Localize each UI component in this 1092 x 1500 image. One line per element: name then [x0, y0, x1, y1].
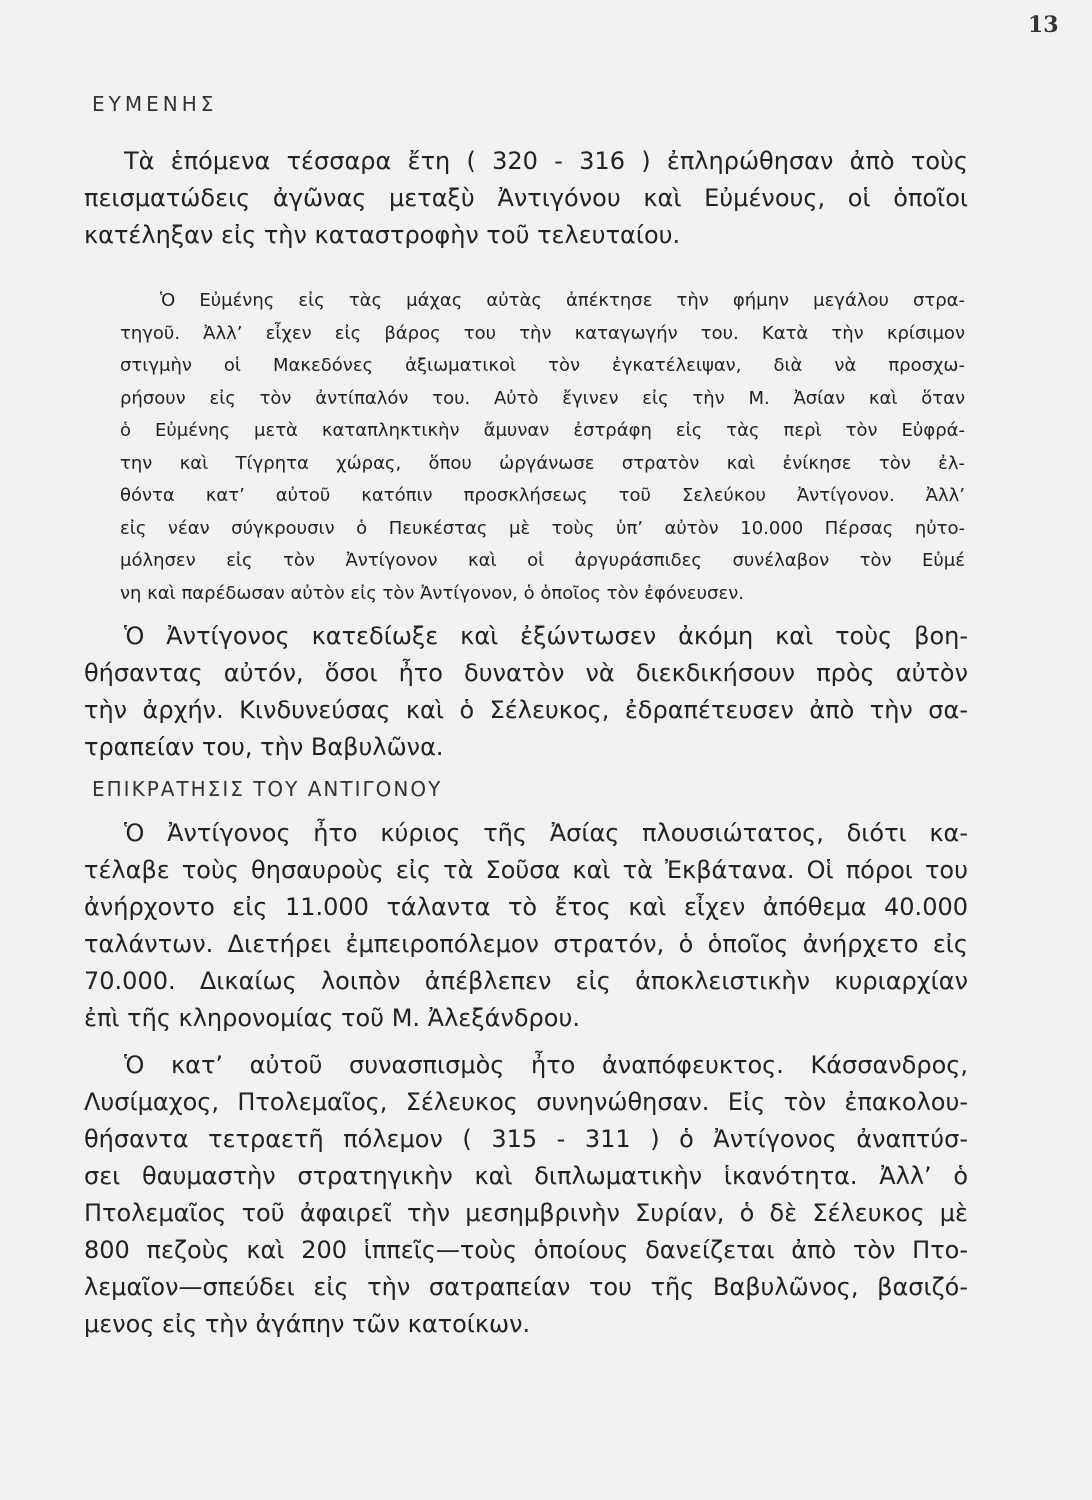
text-line: μόλησεν εἰς τὸν Ἀντίγονον καὶ οἱ ἀργυράσπιδες συνέλαβον τὸν Εὐμέ [120, 550, 965, 571]
text-line: τηγοῦ. Ἀλλ’ εἶχεν εἰς βάρος του τὴν καταγωγήν του. Κατὰ τὴν κρίσιμον [120, 322, 965, 344]
text-line: μενος εἰς τὴν ἀγάπην τῶν κατοίκων. [84, 1310, 531, 1338]
text-line: ἐπὶ τῆς κληρονομίας τοῦ Μ. Ἀλεξάνδρου. [84, 1004, 580, 1032]
text-line: τὴν ἀρχήν. Κινδυνεύσας καὶ ὁ Σέλευκος, ἐδραπέτευσεν ἀπὸ τὴν σα- [84, 696, 968, 724]
text-line: την καὶ Τίγρητα χώρας, ὅπου ὠργάνωσε στρατὸν καὶ ἐνίκησε τὸν ἐλ- [120, 452, 965, 474]
text-line: Τὰ ἑπόμενα τέσσαρα ἔτη ( 320 - 316 ) ἐπληρώθησαν ἀπὸ τοὺς [124, 147, 968, 175]
text-line: Λυσίμαχος, Πτολεμαῖος, Σέλευκος συνηνώθησαν. Εἰς τὸν ἐπακολου- [84, 1088, 968, 1116]
paragraph-2 [120, 285, 965, 610]
text-line: ἀνήρχοντο εἰς 11.000 τάλαντα τὸ ἔτος καὶ εἶχεν ἀπόθεμα 40.000 [84, 893, 968, 921]
text-line: θόντα κατ’ αὐτοῦ κατόπιν προσκλήσεως τοῦ Σελεύκου Ἀντίγονον. Ἀλλ’ [120, 485, 965, 506]
paragraph-4 [84, 815, 968, 1037]
text-line: κατέληξαν εἰς τὴν καταστροφὴν τοῦ τελευταίου. [84, 221, 681, 249]
section-heading-eumenes: ΕΥΜΕΝΗΣ [92, 92, 218, 116]
text-line: θήσαντα τετραετῆ πόλεμον ( 315 - 311 ) ὁ Ἀντίγονος ἀναπτύσ- [84, 1125, 968, 1153]
text-line: πεισματώδεις ἀγῶνας μεταξὺ Ἀντιγόνου καὶ Εὐμένους, οἱ ὁποῖοι [84, 184, 968, 212]
paragraph-3 [84, 618, 968, 766]
section-heading-antigonus: ΕΠΙΚΡΑΤΗΣΙΣ ΤΟΥ ΑΝΤΙΓΟΝΟΥ [92, 777, 443, 801]
text-line: τέλαβε τοὺς θησαυροὺς εἰς τὰ Σοῦσα καὶ τὰ Ἐκβάτανα. Οἱ πόροι του [84, 856, 968, 884]
text-line: Ὁ Ἀντίγονος κατεδίωξε καὶ ἐξώντωσεν ἀκόμη καὶ τοὺς βοη- [124, 622, 968, 650]
page-number: 13 [1028, 12, 1059, 38]
paragraph-1 [84, 143, 968, 254]
paragraph-5 [84, 1047, 968, 1343]
text-line: Ὁ Ἀντίγονος ἦτο κύριος τῆς Ἀσίας πλουσιώτατος, διότι κα- [124, 819, 968, 847]
text-line: νη καὶ παρέδωσαν αὐτὸν εἰς τὸν Ἀντίγονον, ὁ ὁποῖος τὸν ἐφόνευσεν. [120, 582, 744, 604]
text-line: ὁ Εὐμένης μετὰ καταπληκτικὴν ἄμυναν ἐστράφη εἰς τὰς περὶ τὸν Εὐφρά- [120, 420, 965, 441]
text-line: ρήσουν εἰς τὸν ἀντίπαλόν του. Αὐτὸ ἔγινεν εἰς τὴν Μ. Ἀσίαν καὶ ὅταν [120, 387, 965, 409]
text-line: 70.000. Δικαίως λοιπὸν ἀπέβλεπεν εἰς ἀποκλειστικὴν κυριαρχίαν [84, 967, 968, 995]
text-line: Ὁ Εὐμένης εἰς τὰς μάχας αὐτὰς ἀπέκτησε τὴν φήμην μεγάλου στρα- [160, 290, 965, 311]
text-line: εἰς νέαν σύγκρουσιν ὁ Πευκέστας μὲ τοὺς ὑπ’ αὐτὸν 10.000 Πέρσας ηὐτο- [120, 517, 965, 539]
text-line: λεμαῖον—σπεύδει εἰς τὴν σατραπείαν του τῆς Βαβυλῶνος, βασιζό- [84, 1273, 968, 1301]
text-line: τραπείαν του, τὴν Βαβυλῶνα. [84, 733, 444, 761]
text-line: ταλάντων. Διετήρει ἐμπειροπόλεμον στρατόν, ὁ ὁποῖος ἀνήρχετο εἰς [84, 930, 968, 958]
text-line: στιγμὴν οἱ Μακεδόνες ἀξιωματικοὶ τὸν ἐγκατέλειψαν, διὰ νὰ προσχω- [120, 355, 965, 376]
text-line: 800 πεζοὺς καὶ 200 ἱππεῖς—τοὺς ὁποίους δανείζεται ἀπὸ τὸν Πτο- [84, 1236, 968, 1264]
text-line: σει θαυμαστὴν στρατηγικὴν καὶ διπλωματικὴν ἱκανότητα. Ἀλλ’ ὁ [84, 1162, 968, 1190]
text-line: Πτολεμαῖος τοῦ ἀφαιρεῖ τὴν μεσημβρινὴν Συρίαν, ὁ δὲ Σέλευκος μὲ [84, 1199, 968, 1227]
text-line: θήσαντας αὐτόν, ὅσοι ἦτο δυνατὸν νὰ διεκδικήσουν πρὸς αὐτὸν [84, 659, 968, 687]
text-line: Ὁ κατ’ αὐτοῦ συνασπισμὸς ἦτο ἀναπόφευκτος. Κάσσανδρος, [124, 1051, 968, 1079]
